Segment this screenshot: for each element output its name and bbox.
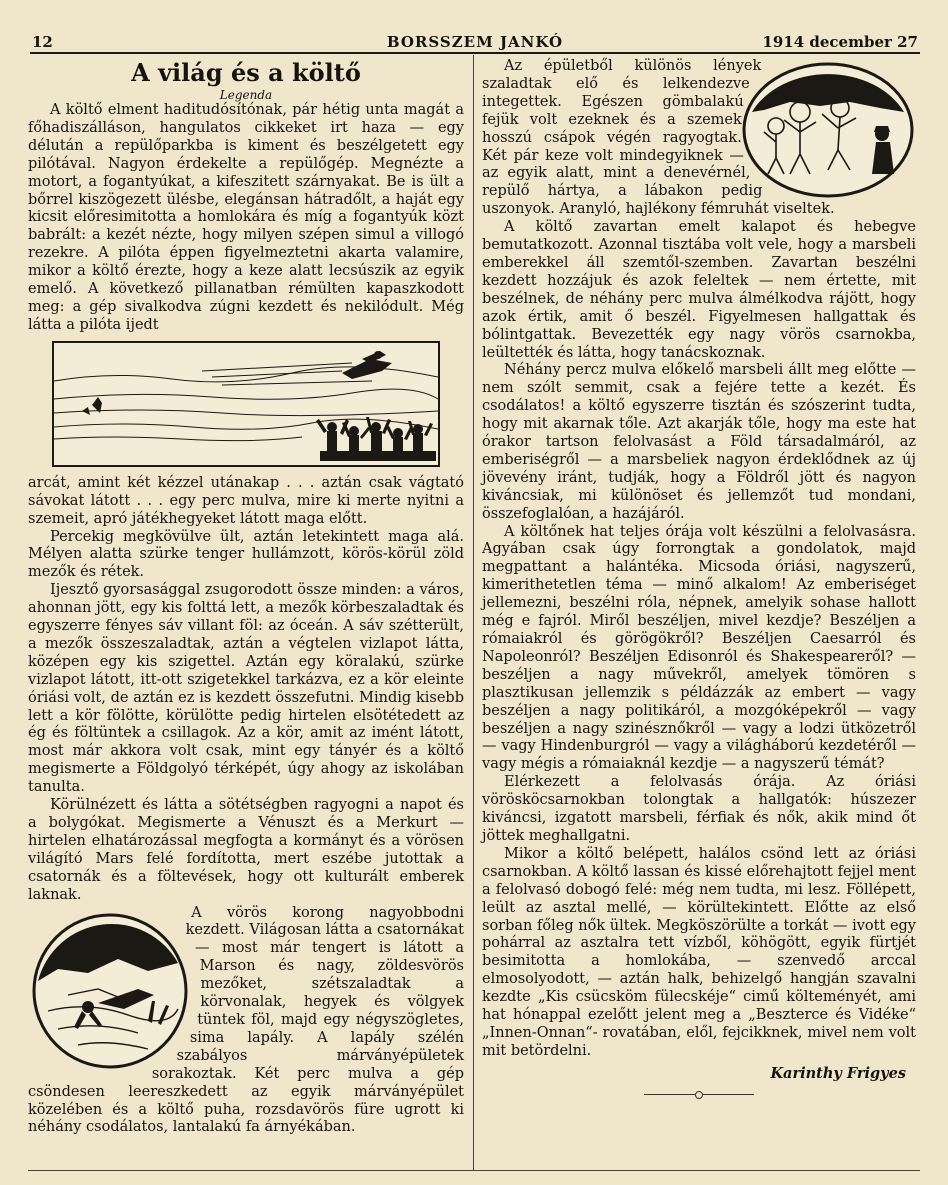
page-number: 12: [32, 33, 53, 51]
airplane-crowd-illustration: [52, 341, 440, 467]
column-divider: [473, 55, 474, 1170]
paragraph: Néhány percz mulva előkelő marsbeli állt meg előtte — nem szólt semmit, csak a fejére tette a kezét. És csodálatos! a költő egyszerre tisztán és szószerint tudta, hogy mit akarnak tőle. Azt akarják tőle, hogy ma este hat órakor tartson felolvasást a Föld társadalmáról, az emberiségről — a marsbeliek nagyon érdeklődnek az új jövevény iránt, tudják, hogy a Földről jött és nagyon kiváncsiak, mi különöset és jellemzőt tud mondani, összefoglalóan, a hazájáról.: [482, 362, 916, 522]
issue-date: 1914 december 27: [762, 33, 918, 51]
paragraph: A költő elment haditudósítónak, pár hétig unta magát a főhadiszálláson, hangulatos cikkeket irt haza — egy délután a repülőparkba is kiment és beszélgetett egy pilótával. Nagyon érdekelte a repülőgép. Megnézte a motort, a fogantyúkat, a kifeszitett szárnyakat. Be is ült a bőrrel kiszögezett ülésbe, elegánsan hátradőlt, a haját egy kicsit előresimitotta a homlokára és míg a fogantyúk közt babrált: a kezét nézte, hogy milyen szépen simul a villogó rezekre. A pilóta éppen figyelmeztetni akarta valamire, mikor a költő érezte, hogy a keze alatt lecsúszik az egyik emelő. A következő pillanatban rémülten kapaszkodott meg: a gép sivalkodva zúgni kezdett és nekilódult. Még látta a pilóta ijedt: [28, 102, 464, 333]
mars-landing-illustration: [28, 911, 192, 1071]
magazine-title: BORSSZEM JANKÓ: [386, 33, 564, 51]
article-subtitle: Legenda: [219, 88, 273, 102]
paragraph-with-illustration: [28, 905, 464, 1138]
bottom-rule: [28, 1170, 920, 1171]
paragraph: A költőnek hat teljes órája volt készülni a felolvasásra. Agyában csak úgy forrongtak a gondolatok, majd megpattant a halántéka. Micsoda óriási, nagyszerű, kimerithetetlen téma — minő alkalom! Az emberiséget jellemezni, beszélni róla, népnek, amelyik sohase hallott még e fajról. Miről beszéljen, mivel kezdje? Beszéljen a rómaiakról és görögökről? Beszéljen Caesarról és Napoleonról? Beszéljen Edisonról és Shakespeareről? — beszéljen a nagy művekről, amelyek tömören s plasztikusan jellemzik s példázzák az embert — vagy beszéljen a nagy politikáról, a mozgóképekről — vagy beszéljen a nagy szinésznőkről — vagy a lodzi ütközetről — vagy Hindenburgról — vagy a világháború kezdetéről — vagy mégis a rómaiaknál kezdje — a nagyszerű témát?: [482, 523, 916, 773]
end-ornament: [644, 1089, 754, 1099]
author-signature: Karinthy Frigyes: [770, 1064, 906, 1082]
paragraph-with-illustration: [482, 58, 916, 219]
paragraph: arcát, amint két kézzel utánakap . . . aztán csak vágtató sávokat látott . . . egy perc mulva, mire ki merte nyitni a szemeit, apró játékhegyeket látott maga előtt.: [28, 474, 464, 527]
paragraph: Elérkezett a felolvasás órája. Az óriási vörösköcsarnokban tolongtak a hallgatók: húszezer kiváncsi, izgatott marsbeli, férfiak és nők, akik mind őt jöttek meghallgatni.: [482, 774, 916, 844]
paragraph: Percekig megkövülve ült, aztán letekintett maga alá. Mélyen alatta szürke tenger hullámzott, körös-körül zöld mezők és rétek.: [28, 528, 464, 581]
paragraph: Ijesztő gyorsasággal zsugorodott össze minden: a város, ahonnan jött, egy kis folttá lett, a mezők körbeszaladtak és egyszerre fényes sáv villant föl: az óceán. A sáv szétterült, a mezők összeszaladtak, aztán a végtelen vizlapot látta, középen egy kis szigettel. Aztán egy köralakú, szürke vizlapot látott, itt-ott szigetekkel tarkázva, ez a kör eleinte óriási volt, de aztán ez is kezdett összefutni. Mindig kisebb lett a kör fölötte, körülötte pedig hirtelen elsötétedett az ég és föltüntek a csillagok. Az a kör, amit az imént látott, most már akkora volt csak, mint egy tányér és a költő megismerte a Földgolyó térképét, úgy ahogy az iskolában tanulta.: [28, 582, 464, 796]
article-title: A világ és a költő: [131, 58, 361, 87]
paragraph-text: A vörös korong nagyobbodni kezdett. Világosan látta a csatornákat — most már tengert is látott a Marson és nagy, zöldesvörös mezőket, szétszaladtak a körvonalak, hegyek és völgyek tüntek föl, majd egy négyszögletes, sima lapály. A lapály szélén szabályos márványépületek sorakoztak. Két perc mulva a gép csöndesen leereszkedett az egyik márványépület közelében és a költő puha, rozsdavörös füre ugrott ki néhány csodálatos, lantalakú fa árnyékában.: [28, 904, 464, 1136]
paragraph: A költő zavartan emelt kalapot és hebegve bemutatkozott. Azonnal tisztába volt vele, hogy a marsbeli emberekkel áll szemtől-szemben. Zavartan beszélni kezdett hozzájuk és azok feleltek — nem értette, mit beszélnek, de néhány perc mulva álmélkodva rájött, hogy azok értik, amit ő beszél. Figyelmesen hallgattak és bólintgattak. Bevezették egy nagy vörös csarnokba, leültették és látta, hogy tanácskoznak.: [482, 219, 916, 361]
page-header: [30, 30, 920, 54]
right-column: [482, 58, 916, 1099]
paragraph: Körülnézett és látta a sötétségben ragyogni a napot és a bolygókat. Megismerte a Vénuszt és a Merkurt — hirtelen elhatározással megfogta a kormányt és a vörösen világító Mars felé fordította, mert eszébe jutottak a csatornák és a föltevések, hogy ott kulturált emberek laknak.: [28, 797, 464, 903]
left-column: [28, 58, 464, 1137]
paragraph-text: Az épületből különös lények szaladtak elő és lelkendezve integettek. Egészen gömbalakú fejük volt ezeknek és a szemek hosszú csápok végén ragyogtak. Két pár keze volt mindegyiknek — az egyik alatt, mint a denevérnél, repülő hártya, a lábakon pedig uszonyok. Aranyló, hajlékony fémruhát viseltek.: [482, 58, 835, 218]
martians-illustration: [740, 62, 916, 198]
paragraph: Mikor a költő belépett, halálos csönd lett az óriási csarnokban. A költő lassan és kissé előrehajtott fejjel ment a felolvasó dobogó felé: még nem tudta, mi lesz. Föllépett, leült az asztal mellé, — körültekintett. Előtte az első sorban főleg nők ültek. Megköszörülte a torkát — ivott egy pohárral az asztalra tett vízből, köhögött, egyik fürtjét besimitotta a homlokába, — szenvedő arccal elmosolyodott, — aztán halk, behizelgő hangján szavalni kezdte „Kis csücsköm fülecskéje“ cimű költeményét, ami hat hónappal ezelőtt jelent meg a „Beszterce és Vidéke“ „Innen-Onnan“- rovatában, elől, fejcikknek, mivel nem volt mit betördelni.: [482, 845, 916, 1059]
